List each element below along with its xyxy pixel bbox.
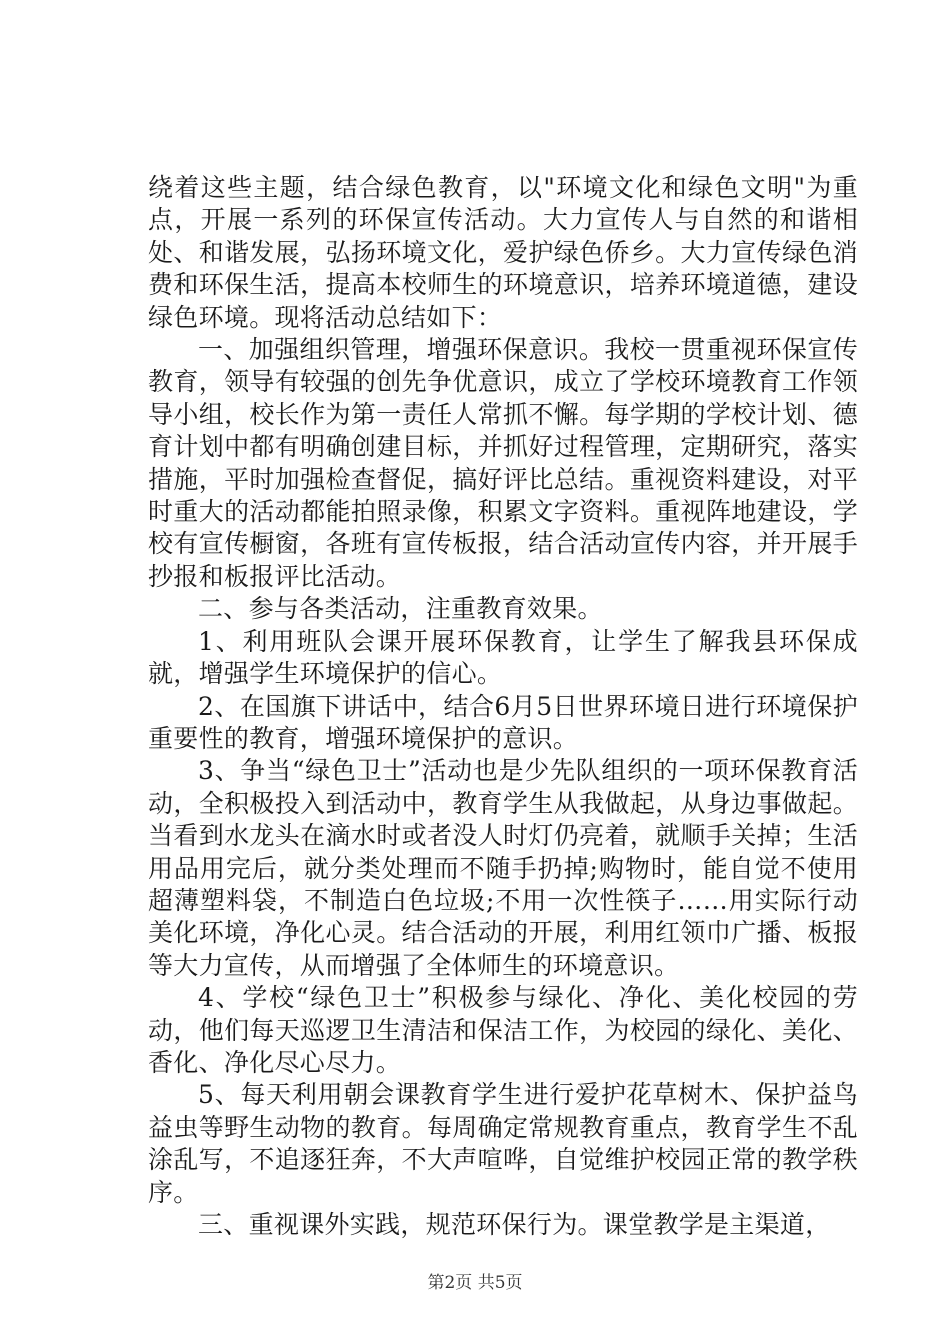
paragraph-item-1: 1、利用班队会课开展环保教育，让学生了解我县环保成就，增强学生环境保护的信心。 [148,626,858,689]
paragraph-item-3: 3、争当“绿色卫士”活动也是少先队组织的一项环保教育活动，全积极投入到活动中，教育学生从我做起，从身边事做起。当看到水龙头在滴水时或者没人时灯仍亮着，就顺手关掉；生活用品用完后，就分类处理而不随手扔掉;购物时，能自觉不使用超薄塑料袋，不制造白色垃圾;不用一次性筷子……用实际行动美化环境，净化心灵。结合活动的开展，利用红领巾广播、板报等大力宣传，从而增强了全体师生的环境意识。 [148,756,858,980]
paragraph-intro: 绕着这些主题，结合绿色教育，以"环境文化和绿色文明"为重点，开展一系列的环保宣传活动。大力宣传人与自然的和谐相处、和谐发展，弘扬环境文化，爱护绿色侨乡。大力宣传绿色消费和环保生活，提高本校师生的环境意识，培养环境道德，建设绿色环境。现将活动总结如下： [148,173,858,332]
paragraph-section-one: 一、加强组织管理，增强环保意识。我校一贯重视环保宣传教育，领导有较强的创先争优意识，成立了学校环境教育工作领导小组，校长作为第一责任人常抓不懈。每学期的学校计划、德育计划中都有明确创建目标，并抓好过程管理，定期研究，落实措施，平时加强检查督促，搞好评比总结。重视资料建设，对平时重大的活动都能拍照录像，积累文字资料。重视阵地建设，学校有宣传橱窗，各班有宣传板报，结合活动宣传内容，并开展手抄报和板报评比活动。 [148,335,858,591]
paragraph-section-two-heading: 二、参与各类活动，注重教育效果。 [198,594,603,624]
document-body [148,172,858,1241]
paragraph-item-4: 4、学校“绿色卫士”积极参与绿化、净化、美化校园的劳动，他们每天巡逻卫生清洁和保洁工作，为校园的绿化、美化、香化、净化尽心尽力。 [148,983,858,1077]
paragraph-section-three: 三、重视课外实践，规范环保行为。课堂教学是主渠道， [198,1210,831,1239]
paragraph-item-5: 5、每天利用朝会课教育学生进行爱护花草树木、保护益鸟益虫等野生动物的教育。每周确定常规教育重点，教育学生不乱涂乱写，不追逐狂奔，不大声喧哗，自觉维护校园正常的教学秩序。 [148,1080,858,1207]
paragraph-item-2: 2、在国旗下讲话中，结合6月5日世界环境日进行环境保护重要性的教育，增强环境保护的意识。 [148,691,858,753]
page-number-footer: 第2页 共5页 [427,1273,523,1293]
